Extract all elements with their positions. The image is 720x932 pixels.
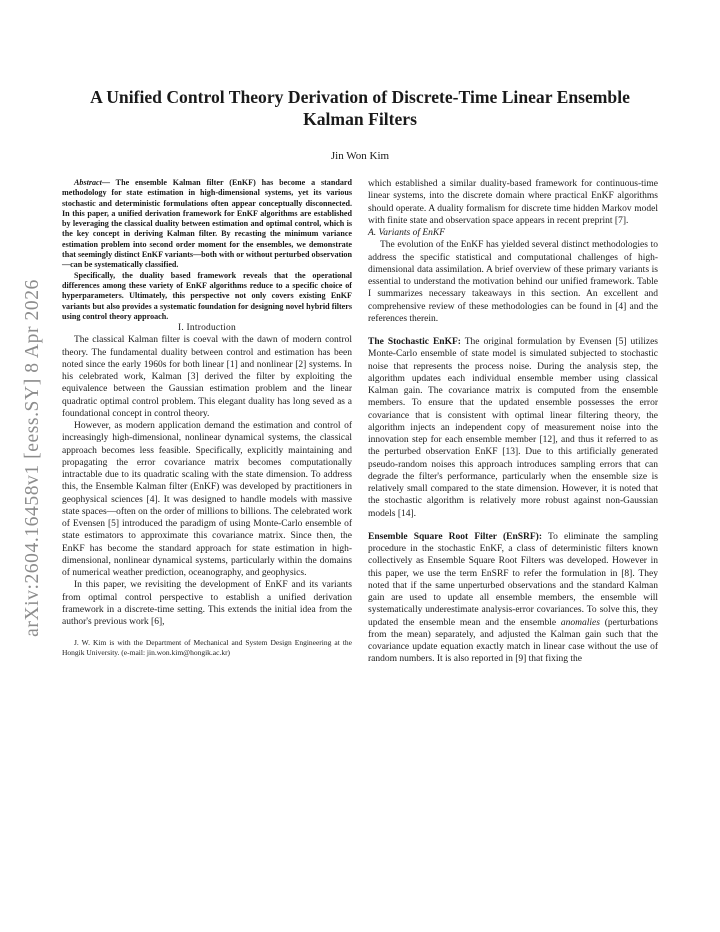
ensrf-anomalies-term: anomalies: [560, 617, 600, 628]
ensrf-text-1: To eliminate the sampling procedure in the stochastic EnKF, a class of deterministic filters known collectively as Ensemble Square Root Filters was developed. However in this paper, we use the term EnSRF to refer the formulation in [8]. They noted that if the same unperturbed observations and the standard Kalman gain are used to update all ensemble members, the ensemble will systematically underestimate analysis-error covariances. To solve this, they updated the ensemble mean and the ensemble: [368, 531, 658, 628]
abstract-paragraph-1: [62, 178, 352, 271]
paper-title: A Unified Control Theory Derivation of Discrete-Time Linear Ensemble Kalman Filters: [90, 87, 630, 129]
stochastic-enkf-paragraph: [368, 336, 658, 520]
intro-paragraph-3: In this paper, we revisiting the development of EnKF and its variants from optimal control perspective to establish a unified derivation framework in a discrete-time setting. This extends the initial idea from the author's previous work [6],: [62, 580, 352, 628]
ensrf-text-2: (perturbations from the mean) separately, and adjusted the Kalman gain such that the covariance update equation exactly match in linear case without the use of random numbers. It is also reported in [9] that fixing the: [368, 617, 658, 665]
section-heading-introduction: I. Introduction: [178, 323, 236, 334]
right-column: [368, 178, 658, 666]
abstract-text-1: — The ensemble Kalman filter (EnKF) has become a standard methodology for state estimation in high-dimensional systems, yet its various stochastic and deterministic formulations often appear conceptually disconnected. In this paper, a unified derivation framework for EnKF algorithms are established by leveraging the classical duality between estimation and optimal control, which is the key concept in deriving Kalman filter. By recasting the minimum variance estimation problem into second order moment for the ensembles, we demonstrate that seemingly distinct EnKF variants—both with or without perturbed observation—can be systematically classified.: [62, 178, 352, 270]
variants-paragraph: The evolution of the EnKF has yielded several distinct methodologies to address the specific statistical and computational challenges of high-dimensional data assimilation. A brief overview of these primary variants is essential to understand the motivation behind our unified framework. Table I summarizes necessary takeaways in this section. An excellent and comprehensive review of these methodologies can be found in [4] and the references therein.: [368, 240, 658, 324]
arxiv-identifier: arXiv:2604.16458v1 [eess.SY] 8 Apr 2026: [22, 279, 43, 637]
intro-paragraph-1: The classical Kalman filter is coeval with the dawn of modern control theory. The fundamental duality between control and estimation has been noted since the early 1960s for both linear [1] and nonlinear [2] systems. In his celebrated work, Kalman [3] derived the filter by exploiting the equivalence between the Gaussian estimation problem and the linear quadratic optimal control problem. This elegant duality has long seved as a foundational concept in control theory.: [62, 335, 352, 419]
author-footnote: J. W. Kim is with the Department of Mechanical and System Design Engineering at the Hongik University. (e-mail: jin.won.kim@hongik.ac.kr): [62, 638, 352, 658]
stochastic-enkf-heading: The Stochastic EnKF:: [368, 337, 461, 347]
stochastic-enkf-text: The original formulation by Evensen [5] utilizes Monte-Carlo ensemble of state model is simulated subjected to stochastic noise that represents the process noise. During the analysis step, the algorithm updates each individual ensemble member using classical Kalman gain. The covariance matrix is computed from the ensemble members. To ensure that the updated ensemble possesses the error covariance that is consistent with optimal linear filtering theory, the algorithm injects an independent copy of measurement noise into the innovation step for each ensemble member [12], and thus it referred to as the perturbed observation EnKF [13]. Due to this artificially generated pseudo-random noises this approach introduces sampling errors that can degrade the filter's performance, particularly when the ensemble size is relatively small compared to the state dimension. However, it is noted that the stochastic algorithm is relatively more robust against non-Gaussian models [14].: [368, 337, 658, 519]
abstract-label: Abstract: [74, 178, 102, 187]
right-paragraph-continued: which established a similar duality-based framework for continuous-time linear systems, into the discrete domain where practical EnKF algorithms should operate. A duality formalism for discrete time hidden Markov model with finite state and observation space appears in recent preprint [7].: [368, 179, 658, 226]
intro-paragraph-2: However, as modern application demand the estimation and control of increasingly high-dimensional, nonlinear dynamical systems, the classical approach becomes less feasible. Specifically, explicitly maintaining and propagating the error covariance matrix becomes computationally intractable due to its quadratic scaling with the state dimension. To address this, the Ensemble Kalman filter (EnKF) was developed by practitioners in geophysical sciences [4]. It was designed to handle models with massive state spaces—often on the order of millions to billions. The celebrated work of Evensen [5] introduced the paradigm of using Monte-Carlo ensemble of state estimators to approximate this covariance matrix. Since then, the EnKF has become the standard approach for state estimation in high-dimensional, nonlinear dynamical systems, particularly within the domains of numerical weather prediction, oceanography, and geophysics.: [62, 421, 352, 579]
ensrf-heading: Ensemble Square Root Filter (EnSRF):: [368, 531, 543, 542]
left-column: [62, 178, 352, 658]
subsection-heading-variants: A. Variants of EnKF: [368, 228, 446, 238]
author-name: Jin Won Kim: [330, 150, 390, 162]
ensrf-paragraph: [368, 531, 658, 666]
abstract-paragraph-2: Specifically, the duality based framework reveals that the operational differences among these variety of EnKF algorithms reduce to a specific choice of hyperparameters. Ultimately, this perspective not only covers existing EnKF variants but also provides a systematic foundation for designing novel hybrid filters using control theory approach.: [62, 270, 352, 321]
